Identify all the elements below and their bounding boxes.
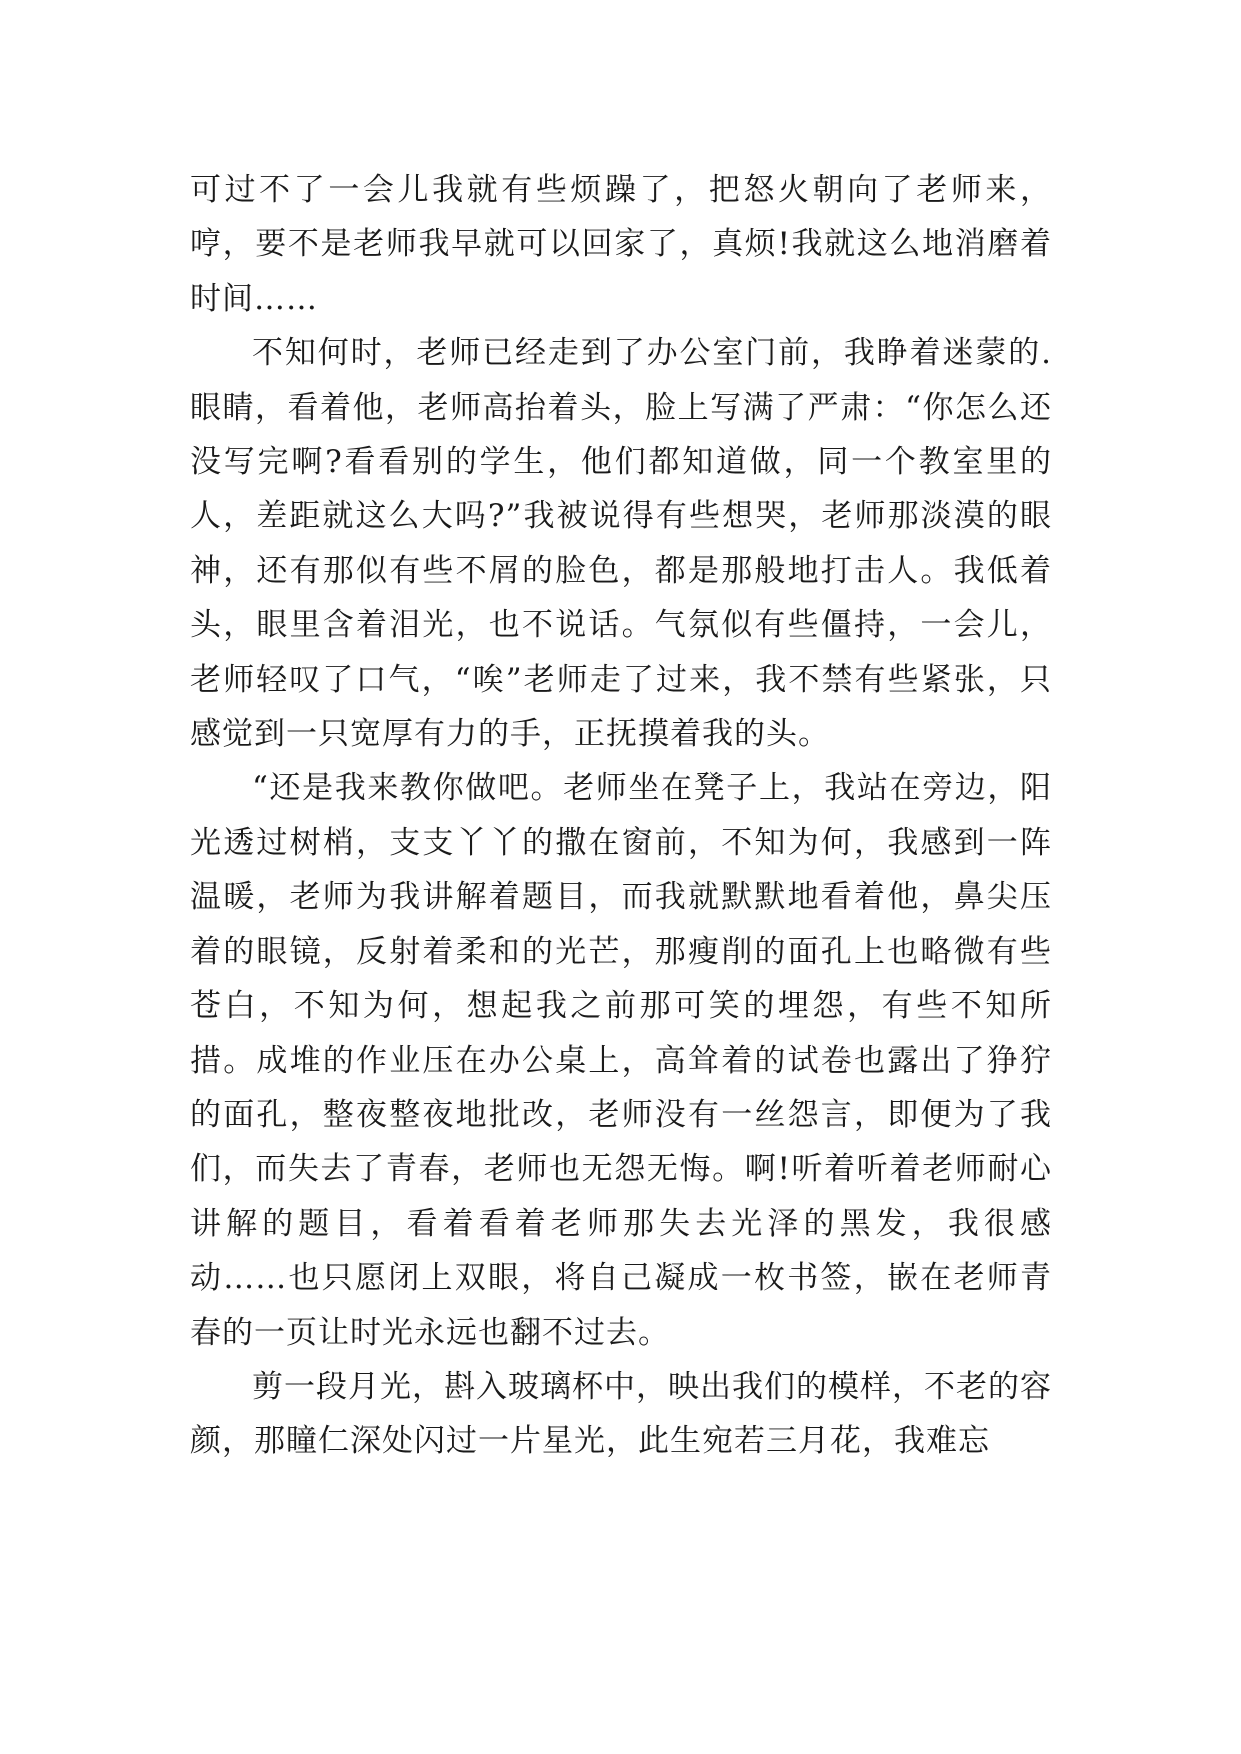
paragraph-4: 剪一段月光，斟入玻璃杯中，映出我们的模样，不老的容颜，那瞳仁深处闪过一片星光，此生宛若三月花，我难忘	[190, 1368, 1052, 1460]
paragraph-1: 可过不了一会儿我就有些烦躁了，把怒火朝向了老师来，哼，要不是老师我早就可以回家了，真烦!我就这么地消磨着时间……	[190, 172, 1052, 317]
paragraph-2: 不知何时，老师已经走到了办公室门前，我睁着迷蒙的.眼睛，看着他，老师高抬着头，脸上写满了严肃：“你怎么还没写完啊?看看别的学生，他们都知道做，同一个教室里的人，差距就这么大吗?”我被说得有些想哭，老师那淡漠的眼神，还有那似有些不屑的脸色，都是那般地打击人。我低着头，眼里含着泪光，也不说话。气氛似有些僵持，一会儿，老师轻叹了口气，“唉”老师走了过来，我不禁有些紧张，只感觉到一只宽厚有力的手，正抚摸着我的头。	[190, 335, 1052, 753]
paragraph-3: “还是我来教你做吧。老师坐在凳子上，我站在旁边，阳光透过树梢，支支丫丫的撒在窗前，不知为何，我感到一阵温暖，老师为我讲解着题目，而我就默默地看着他，鼻尖压着的眼镜，反射着柔和的光芒，那瘦削的面孔上也略微有些苍白，不知为何，想起我之前那可笑的埋怨，有些不知所措。成堆的作业压在办公桌上，高耸着的试卷也露出了狰狞的面孔，整夜整夜地批改，老师没有一丝怨言，即便为了我们，而失去了青春，老师也无怨无悔。啊!听着听着老师耐心讲解的题目，看着看着老师那失去光泽的黑发，我很感动……也只愿闭上双眼，将自己凝成一枚书签，嵌在老师青春的一页让时光永远也翻不过去。	[190, 770, 1052, 1351]
document-body	[190, 163, 1052, 1469]
